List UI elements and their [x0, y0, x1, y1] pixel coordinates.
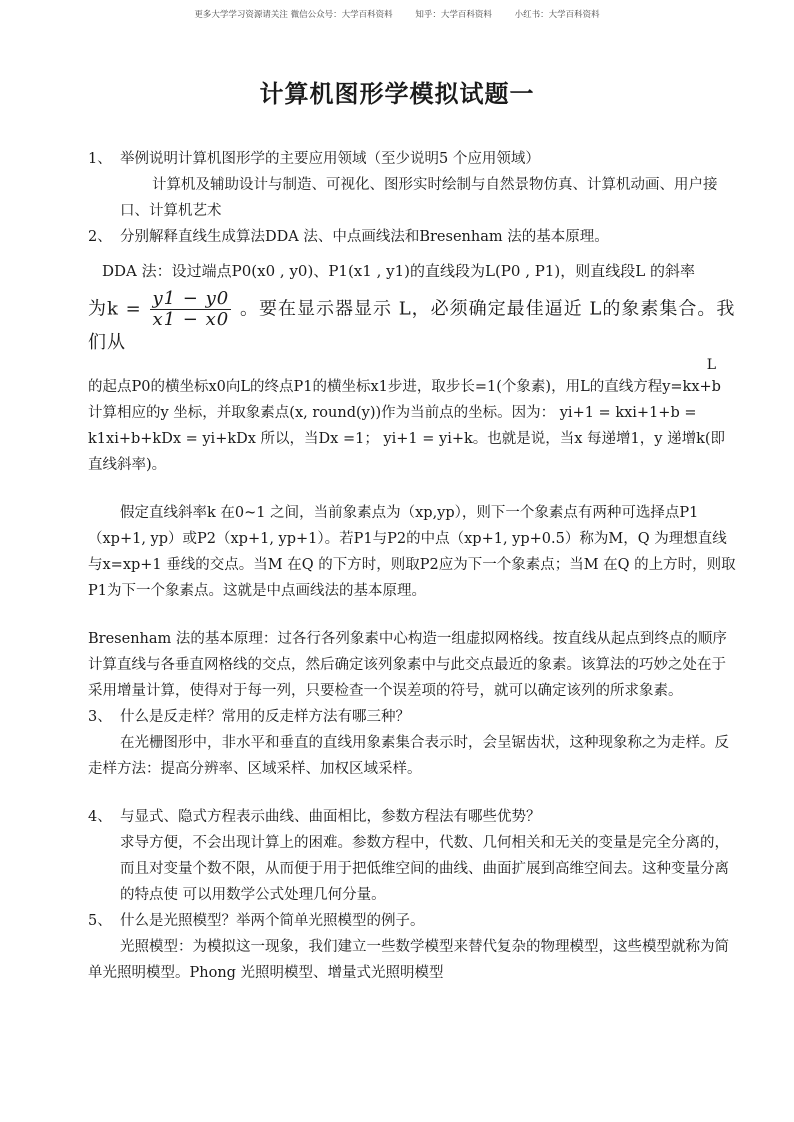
dda-line-1: DDA 法：设过端点P0(x0 , y0)、P1(x1 , y1)的直线段为L(P0 , P1)，则直线段L 的斜率: [102, 262, 695, 280]
slope-fraction: [150, 289, 231, 330]
slope-rest: 。要在显示器显示 L，必须确定最佳逼近 L的象素集合。我们从: [88, 298, 736, 353]
page-title: 计算机图形学模拟试题一: [259, 80, 535, 108]
header-wechat: 更多大学学习资源请关注 微信公众号：大学百科资料: [194, 10, 393, 20]
question-number: 4、: [88, 809, 112, 825]
question-3: [88, 704, 738, 730]
header-zhihu: 知乎：大学百科资料: [415, 10, 492, 20]
question-text: 分别解释直线生成算法DDA 法、中点画线法和Bresenham 法的基本原理。: [120, 229, 609, 245]
question-text: 什么是光照模型？举两个简单光照模型的例子。: [120, 913, 425, 929]
slope-prefix: 为k =: [88, 298, 142, 320]
midpoint-paragraph: 假定直线斜率k 在0~1 之间，当前象素点为（xp,yp），则下一个象素点有两种可选择点P1（xp+1, yp）或P2（xp+1, yp+1）。若P1与P2的中点（xp+1, yp+0.5）称为M，Q 为理想直线与x=xp+1 垂线的交点。当M 在Q 的下方时，则取P2应为下一个象素点；当M 在Q 的上方时，则取P1为下一个象素点。这就是中点画线法的基本原理。: [88, 505, 736, 599]
answer-5: 光照模型：为模拟这一现象，我们建立一些数学模型来替代复杂的物理模型，这些模型就称为简单光照明模型。Phong 光照明模型、增量式光照明模型: [88, 939, 729, 981]
question-text: 什么是反走样？常用的反走样方法有哪三种？: [120, 709, 410, 725]
dda-paragraph: 的起点P0的横坐标x0向L的终点P1的横坐标x1步进，取步长=1(个象素)，用L的直线方程y=kx+b 计算相应的y 坐标，并取象素点(x, round(y))作为当前点的坐标。因为： yi+1 = kxi+1+b = k1xi+b+kDx = yi+kDx 所以，当Dx =1； yi+1 = yi+k。也就是说，当x 每递增1，y 递增k(即直线斜率)。: [88, 379, 726, 473]
question-text: 举例说明计算机图形学的主要应用领域（至少说明5 个应用领域）: [120, 151, 540, 167]
dda-slope-line: [88, 289, 738, 356]
question-5: [88, 908, 738, 934]
answer-3: 在光栅图形中，非水平和垂直的直线用象素集合表示时，会呈锯齿状，这种现象称之为走样。反走样方法：提高分辨率、区域采样、加权区域采样。: [88, 735, 729, 777]
question-4: [88, 804, 738, 830]
page-header: [0, 8, 794, 20]
fraction-numerator: y1 − y0: [152, 288, 230, 309]
fraction-denominator: x1 − x0: [152, 309, 230, 330]
question-number: 5、: [88, 913, 112, 929]
question-text: 与显式、隐式方程表示曲线、曲面相比，参数方程法有哪些优势？: [120, 809, 541, 825]
question-1: [88, 146, 738, 172]
question-number: 1、: [88, 151, 112, 167]
question-number: 3、: [88, 709, 112, 725]
bresenham-paragraph: Bresenham 法的基本原理：过各行各列象素中心构造一组虚拟网格线。按直线从起点到终点的顺序计算直线与各垂直网格线的交点，然后确定该列象素中与此交点最近的象素。该算法的巧妙之处在于采用增量计算，使得对于每一列，只要检查一个误差项的符号，就可以确定该列的所求象素。: [88, 631, 727, 699]
document-body: [88, 146, 738, 986]
answer-4: 求导方便，不会出现计算上的困难。参数方程中，代数、几何相关和无关的变量是完全分离的，而且对变量个数不限，从而便于用于把低维空间的曲线、曲面扩展到高维空间去。这种变量分离的特点使 可以用数学公式处理几何分量。: [120, 835, 729, 903]
question-2: [88, 224, 738, 250]
answer-1: 计算机及辅助设计与制造、可视化、图形实时绘制与自然景物仿真、计算机动画、用户接口、计算机艺术: [120, 177, 718, 219]
question-number: 2、: [88, 229, 112, 245]
lone-l-label: L: [706, 357, 716, 373]
header-xiaohongshu: 小红书：大学百科资料: [514, 10, 600, 20]
